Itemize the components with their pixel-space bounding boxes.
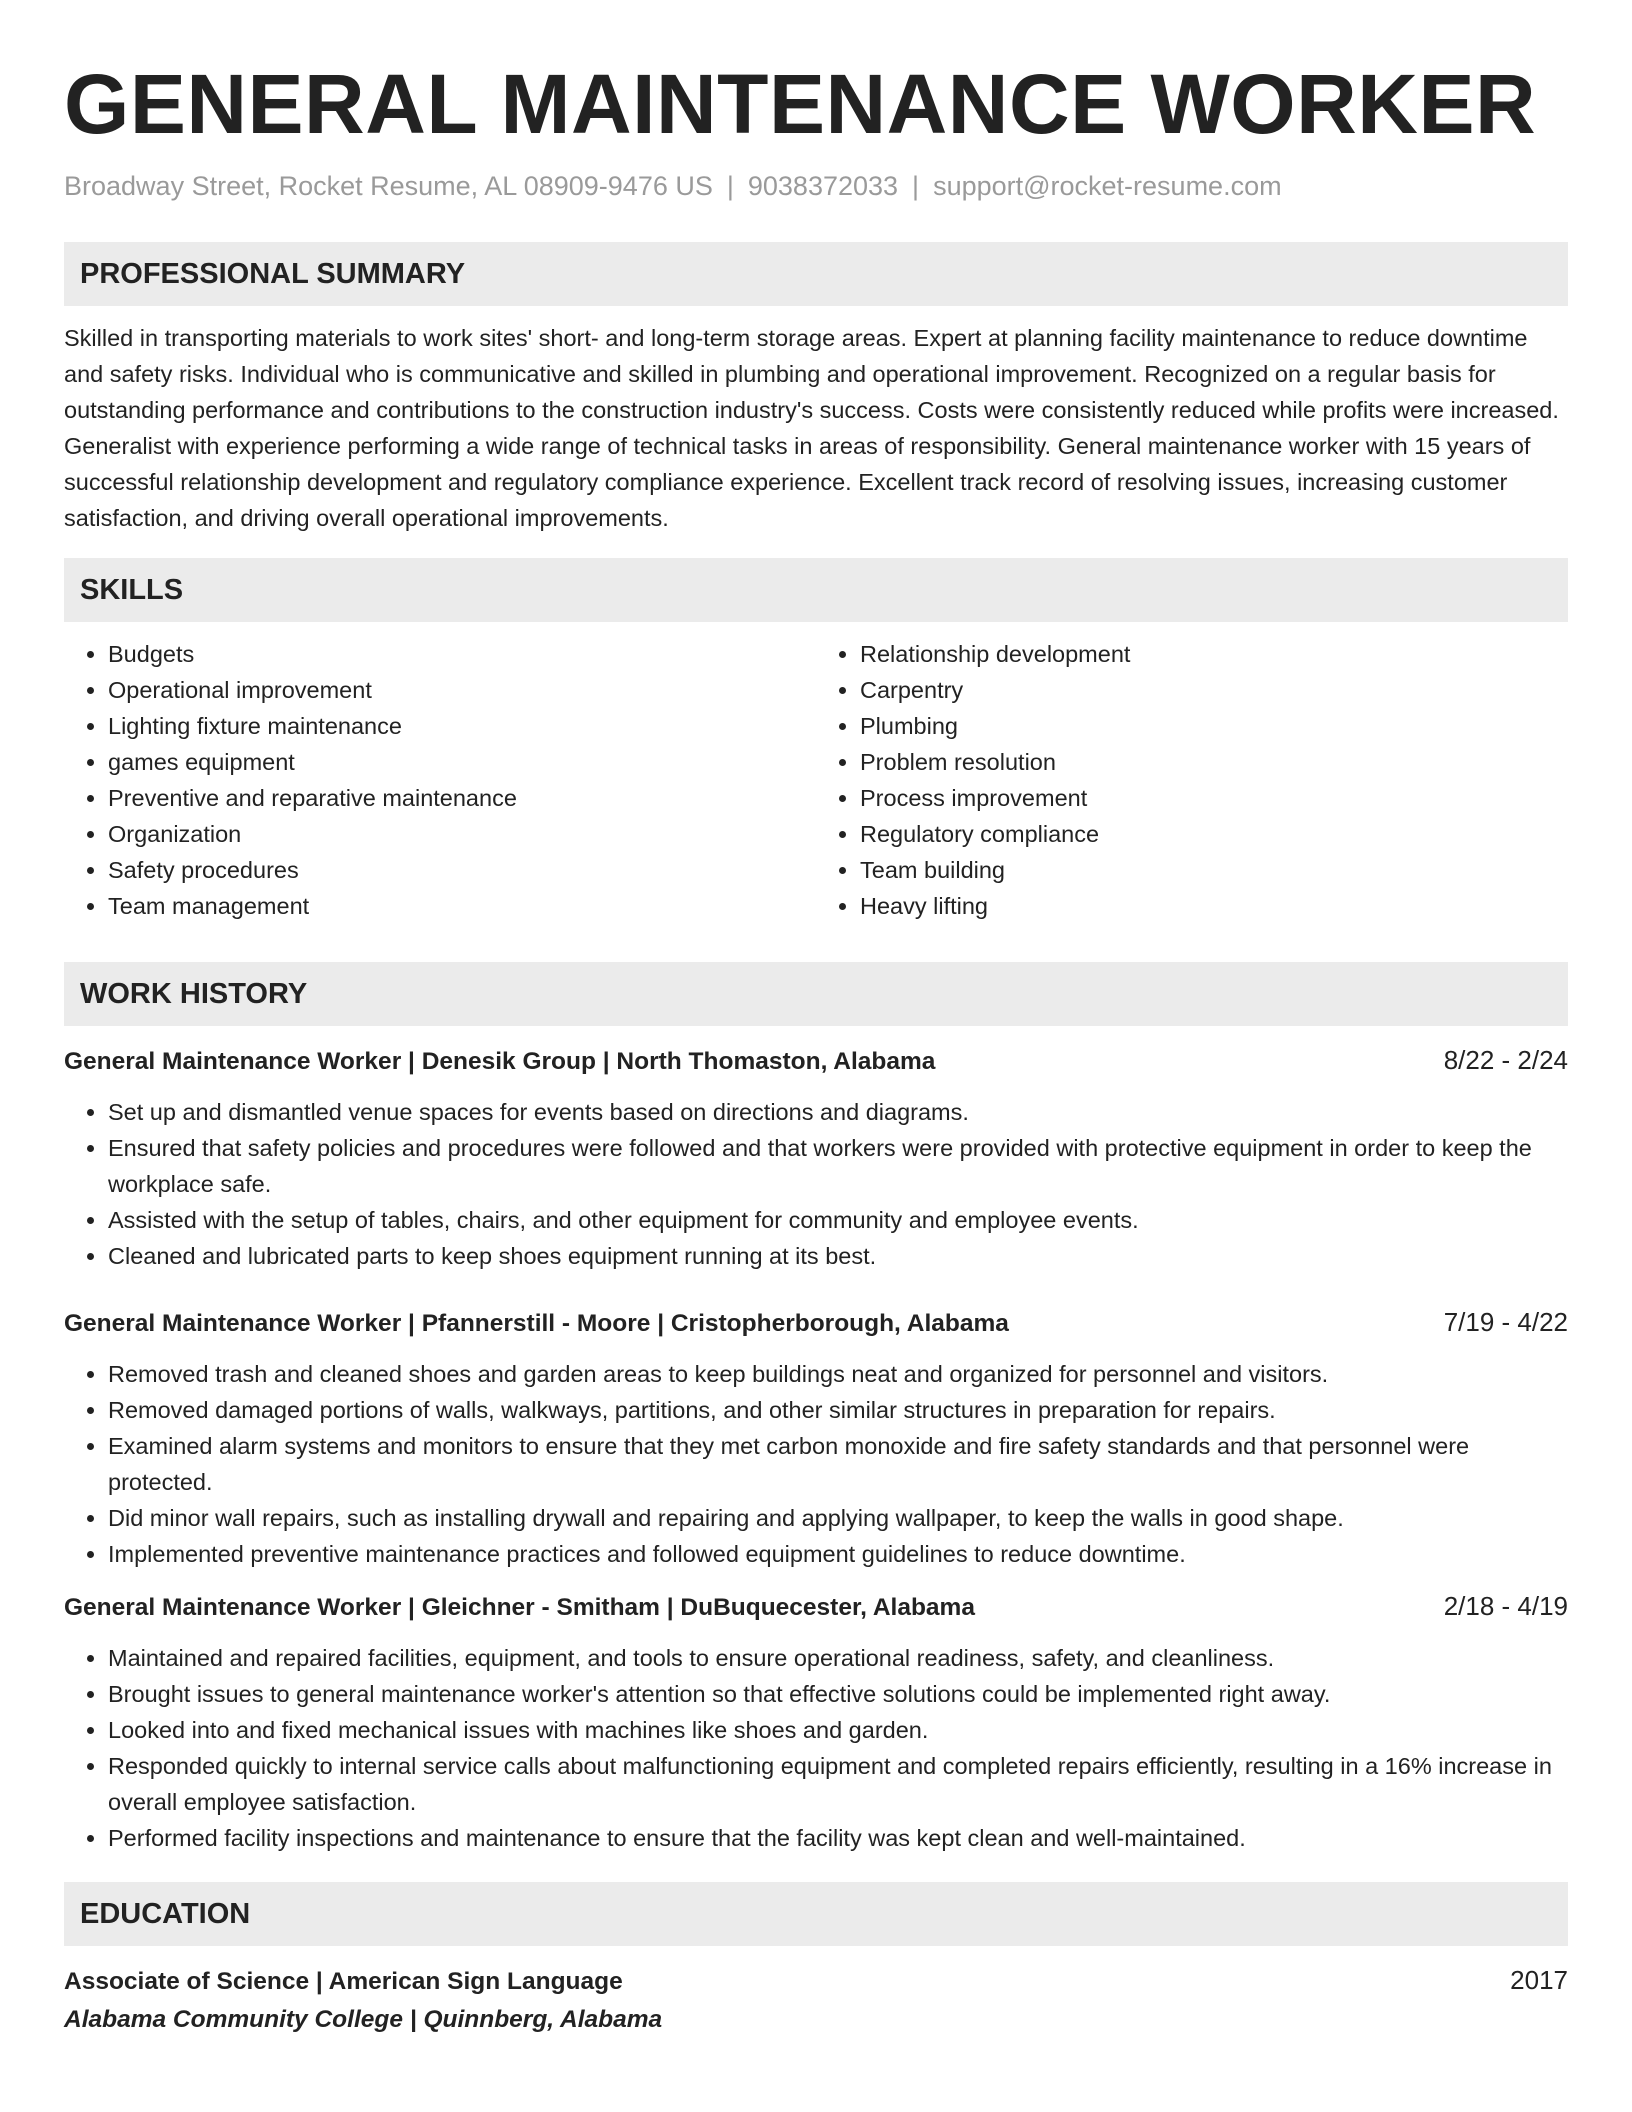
job-bullet: • Removed damaged portions of walls, walkways, partitions, and other similar structures in preparation for repairs. — [108, 1392, 1568, 1428]
contact-separator: | — [912, 171, 920, 201]
skill-item: • Safety procedures — [108, 852, 816, 888]
section-heading-work-history: WORK HISTORY — [64, 962, 1568, 1026]
job-entry — [64, 1588, 1568, 1856]
skill-item: • Budgets — [108, 636, 816, 672]
job-header — [64, 1588, 1568, 1626]
job-title: General Maintenance Worker | Gleichner - Smitham | DuBuquecester, Alabama — [64, 1594, 975, 1621]
skill-item: • Organization — [108, 816, 816, 852]
education-header — [64, 1962, 1568, 2000]
school: Alabama Community College | Quinnberg, Alabama — [64, 2006, 663, 2033]
skills-list — [64, 636, 1568, 924]
job-dates: 8/22 - 2/24 — [1443, 1045, 1568, 1075]
contact-line — [64, 168, 1568, 204]
candidate-name: GENERAL MAINTENANCE WORKER — [64, 57, 1537, 151]
job-bullet: • Assisted with the setup of tables, chairs, and other equipment for community and employee events. — [108, 1202, 1568, 1238]
job-header — [64, 1042, 1568, 1080]
section-heading-education: EDUCATION — [64, 1882, 1568, 1946]
job-dates: 7/19 - 4/22 — [1443, 1307, 1568, 1337]
skill-item: • Regulatory compliance — [860, 816, 1568, 852]
job-bullet: • Cleaned and lubricated parts to keep shoes equipment running at its best. — [108, 1238, 1568, 1274]
contact-separator: | — [726, 171, 734, 201]
job-bullets — [64, 1356, 1568, 1572]
email: support@rocket-resume.com — [933, 171, 1282, 201]
job-entry — [64, 1304, 1568, 1572]
job-title: General Maintenance Worker | Pfannerstill - Moore | Cristopherborough, Alabama — [64, 1310, 1009, 1337]
skill-item: • Operational improvement — [108, 672, 816, 708]
skill-item: • Lighting fixture maintenance — [108, 708, 816, 744]
section-heading-summary: PROFESSIONAL SUMMARY — [64, 242, 1568, 306]
job-bullet: • Examined alarm systems and monitors to ensure that they met carbon monoxide and fire safety standards and that personnel were protected. — [108, 1428, 1568, 1500]
skill-item: • Carpentry — [860, 672, 1568, 708]
job-bullet: • Responded quickly to internal service calls about malfunctioning equipment and completed repairs efficiently, resulting in a 16% increase in overall employee satisfaction. — [108, 1748, 1568, 1820]
summary-text: Skilled in transporting materials to work sites' short- and long-term storage areas. Expert at planning facility maintenance to reduce downtime and safety risks. Individual who is communicative and skilled in plumbing and operational improvement. Recognized on a regular basis for outstanding performance and contributions to the construction industry's success. Costs were consistently reduced while profits were increased. Generalist with experience performing a wide range of technical tasks in areas of responsibility. General maintenance worker with 15 years of successful relationship development and regulatory compliance experience. Excellent track record of resolving issues, increasing customer satisfaction, and driving overall operational improvements. — [64, 325, 1559, 531]
job-bullets — [64, 1640, 1568, 1856]
skill-item: • games equipment — [108, 744, 816, 780]
job-bullet: • Removed trash and cleaned shoes and garden areas to keep buildings neat and organized for personnel and visitors. — [108, 1356, 1568, 1392]
job-bullets — [64, 1094, 1568, 1274]
job-dates: 2/18 - 4/19 — [1443, 1591, 1568, 1621]
job-header — [64, 1304, 1568, 1342]
skills-column-right — [816, 636, 1568, 924]
job-bullet: • Ensured that safety policies and procedures were followed and that workers were provided with protective equipment in order to keep the workplace safe. — [108, 1130, 1568, 1202]
skill-item: • Preventive and reparative maintenance — [108, 780, 816, 816]
degree: Associate of Science | American Sign Language — [64, 1968, 623, 1995]
address: Broadway Street, Rocket Resume, AL 08909-9476 US — [64, 171, 713, 201]
job-bullet: • Maintained and repaired facilities, equipment, and tools to ensure operational readiness, safety, and cleanliness. — [108, 1640, 1568, 1676]
skill-item: • Team management — [108, 888, 816, 924]
job-bullet: • Implemented preventive maintenance practices and followed equipment guidelines to reduce downtime. — [108, 1536, 1568, 1572]
job-bullet: • Performed facility inspections and maintenance to ensure that the facility was kept clean and well-maintained. — [108, 1820, 1568, 1856]
skill-item: • Relationship development — [860, 636, 1568, 672]
section-heading-skills: SKILLS — [64, 558, 1568, 622]
job-title: General Maintenance Worker | Denesik Group | North Thomaston, Alabama — [64, 1048, 936, 1075]
job-bullet: • Looked into and fixed mechanical issues with machines like shoes and garden. — [108, 1712, 1568, 1748]
job-bullet: • Did minor wall repairs, such as installing drywall and repairing and applying wallpaper, to keep the walls in good shape. — [108, 1500, 1568, 1536]
job-bullet: • Brought issues to general maintenance worker's attention so that effective solutions could be implemented right away. — [108, 1676, 1568, 1712]
skill-item: • Heavy lifting — [860, 888, 1568, 924]
skill-item: • Problem resolution — [860, 744, 1568, 780]
phone: 9038372033 — [747, 171, 899, 201]
skill-item: • Process improvement — [860, 780, 1568, 816]
skill-item: • Team building — [860, 852, 1568, 888]
skills-column-left — [64, 636, 816, 924]
graduation-year: 2017 — [1510, 1965, 1568, 1995]
job-entry — [64, 1042, 1568, 1274]
skill-item: • Plumbing — [860, 708, 1568, 744]
job-bullet: • Set up and dismantled venue spaces for events based on directions and diagrams. — [108, 1094, 1568, 1130]
